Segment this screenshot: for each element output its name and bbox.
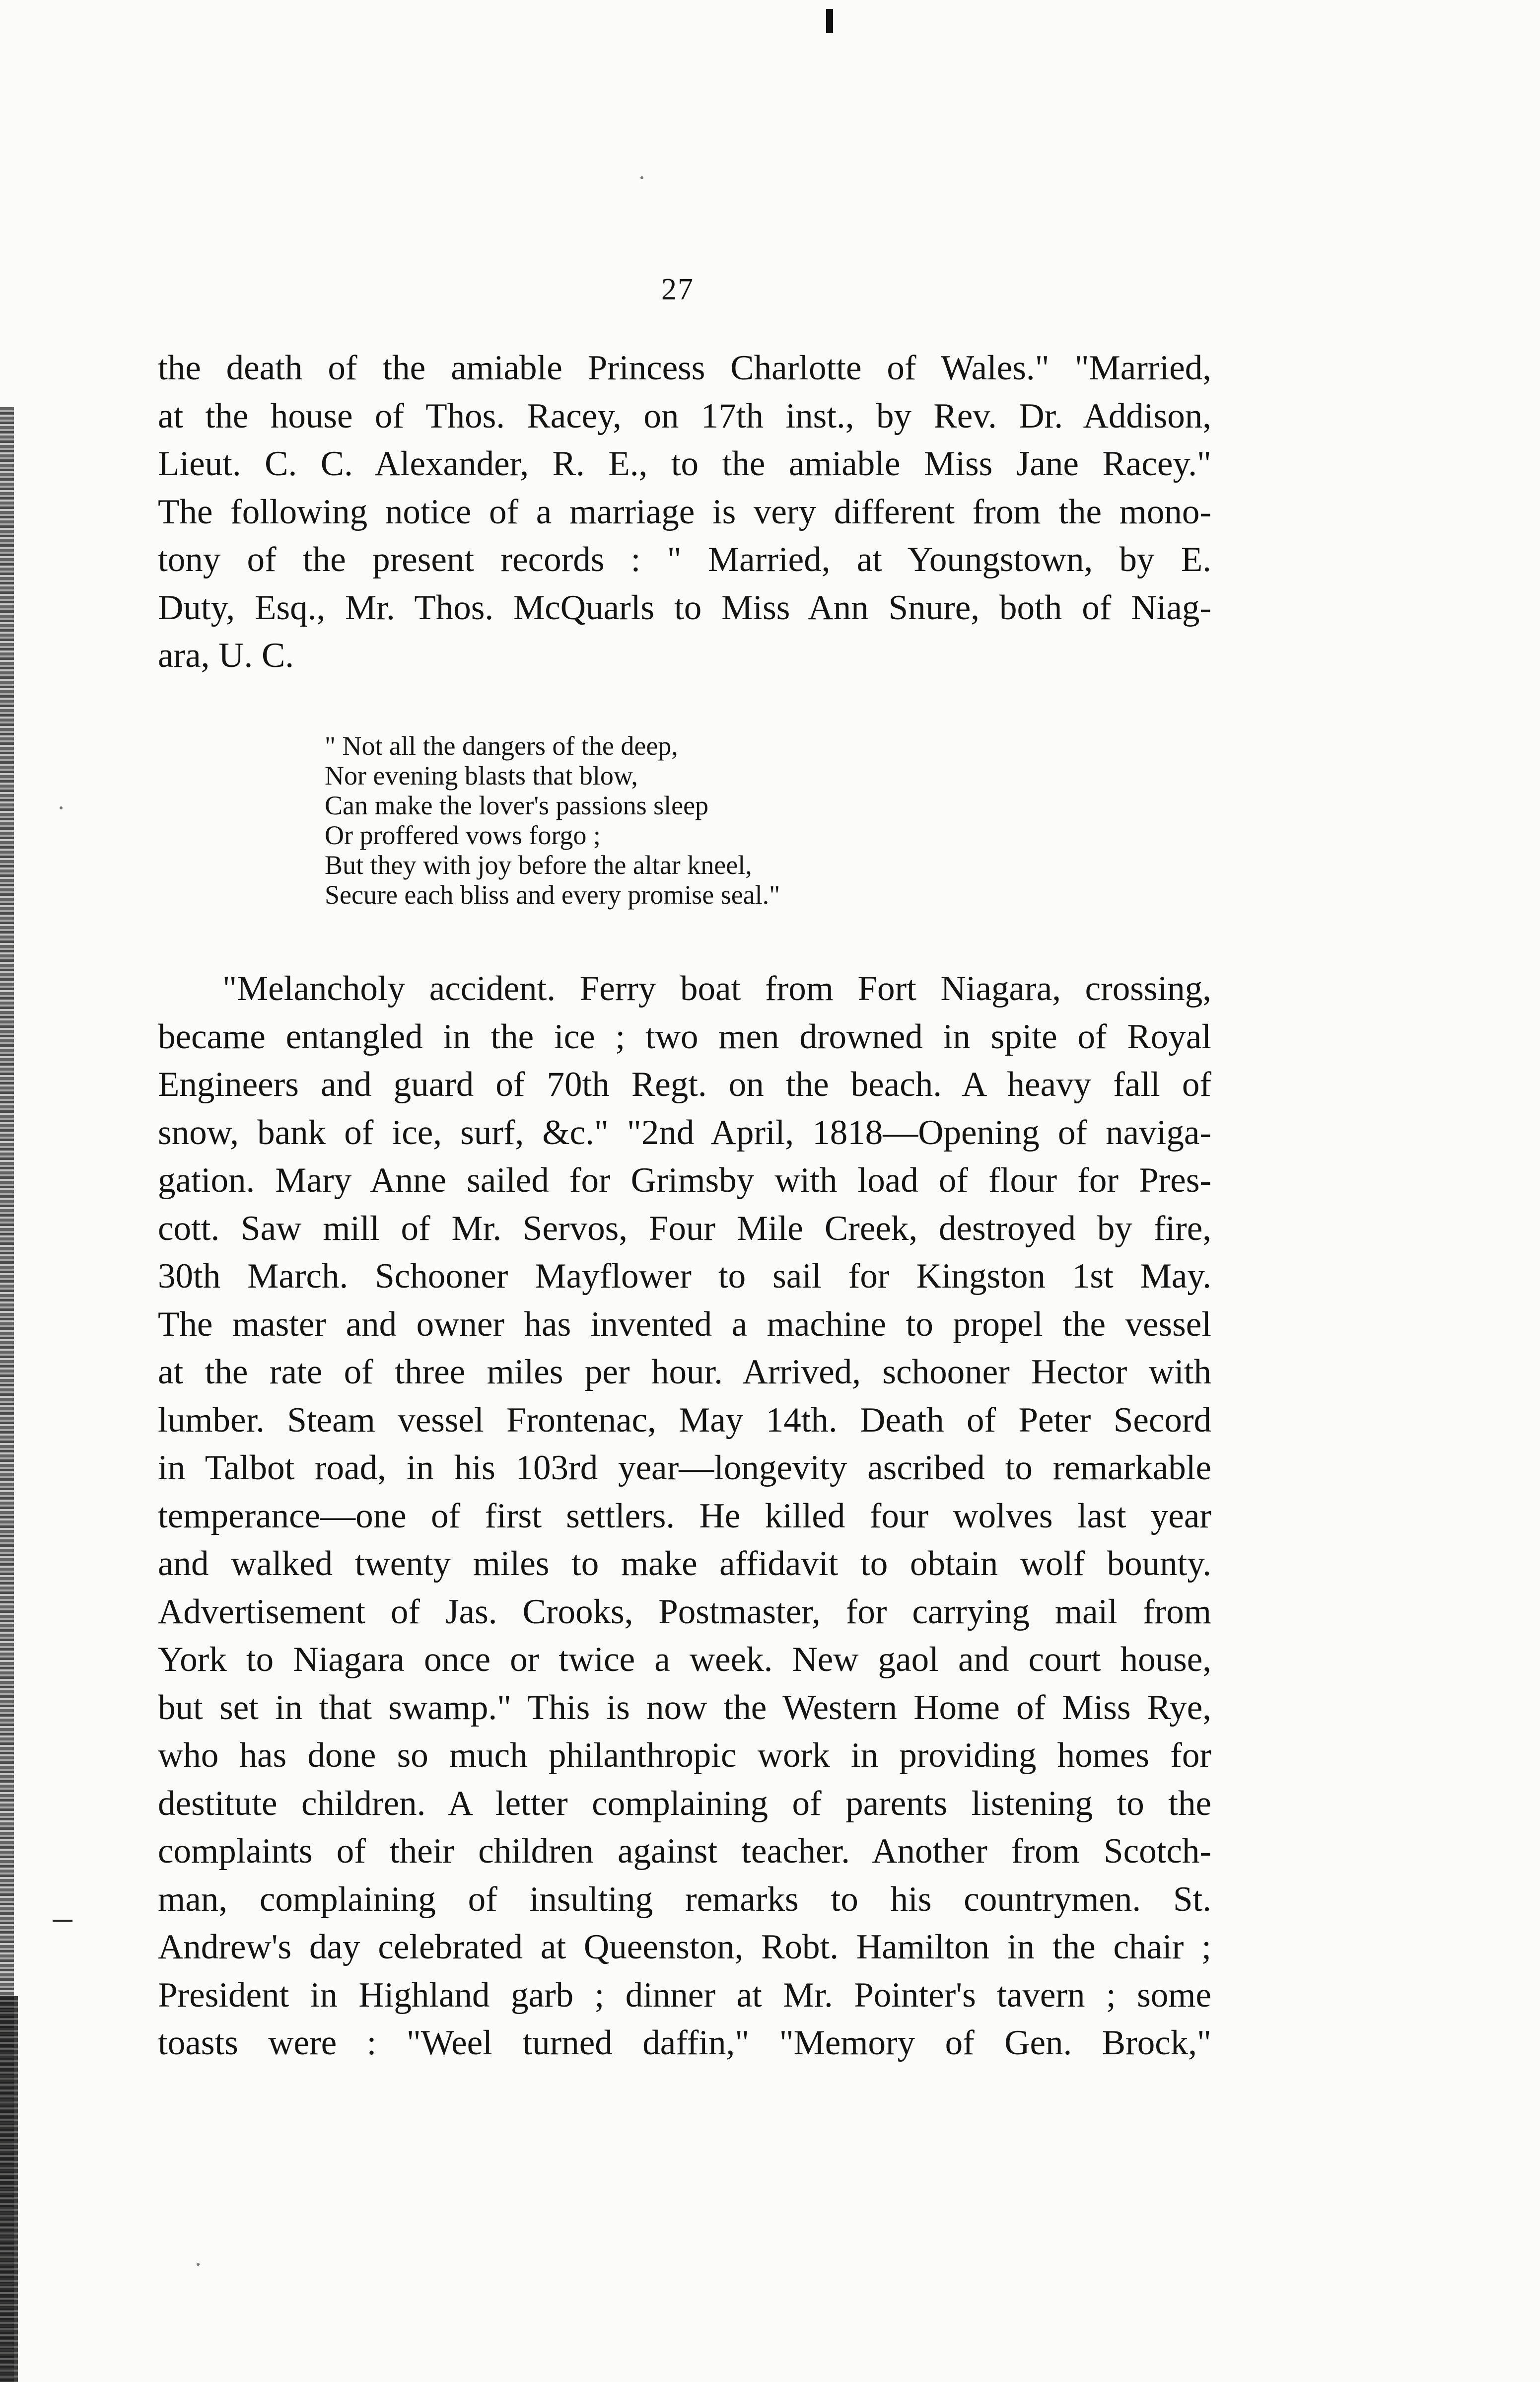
verse-quotation (325, 731, 970, 910)
verse-line: Or proffered vows forgo ; (325, 820, 601, 850)
text-line: and walked twenty miles to make affidavit to obtain wolf bounty. (158, 1544, 1211, 1583)
paper-speck (60, 806, 63, 809)
verse-line: Secure each bliss and every promise seal." (325, 880, 780, 910)
text-line: tony of the present records : " Married, at Youngstown, by E. (158, 540, 1211, 579)
paragraph-2 (158, 965, 1211, 2067)
margin-dash-mark (53, 1920, 72, 1922)
text-line: gation. Mary Anne sailed for Grimsby with load of flour for Pres- (158, 1161, 1211, 1200)
text-line: but set in that swamp." This is now the Western Home of Miss Rye, (158, 1688, 1211, 1727)
text-line: man, complaining of insulting remarks to his countrymen. St. (158, 1879, 1211, 1919)
paper-speck (640, 176, 643, 179)
text-line: Lieut. C. C. Alexander, R. E., to the amiable Miss Jane Racey." (158, 444, 1211, 483)
text-line: toasts were : "Weel turned daffin," "Memory of Gen. Brock," (158, 2023, 1211, 2062)
page-binding-edge-dark (0, 1996, 18, 2382)
text-line: President in Highland garb ; dinner at Mr. Pointer's tavern ; some (158, 1975, 1211, 2015)
text-line: temperance—one of first settlers. He killed four wolves last year (158, 1496, 1211, 1535)
text-line: York to Niagara once or twice a week. New gaol and court house, (158, 1640, 1211, 1679)
top-print-mark (826, 9, 833, 33)
verse-line: Nor evening blasts that blow, (325, 761, 638, 791)
text-line: at the rate of three miles per hour. Arrived, schooner Hector with (158, 1353, 1211, 1391)
text-line: in Talbot road, in his 103rd year—longevity ascribed to remarkable (158, 1448, 1211, 1487)
text-line: The following notice of a marriage is very different from the mono- (158, 492, 1211, 531)
page-number: 27 (661, 273, 694, 306)
text-line: Andrew's day celebrated at Queenston, Robt. Hamilton in the chair ; (158, 1928, 1211, 1966)
text-line: the death of the amiable Princess Charlotte of Wales." "Married, (158, 349, 1211, 387)
text-line: who has done so much philanthropic work in providing homes for (158, 1736, 1211, 1775)
text-line: complaints of their children against teacher. Another from Scotch- (158, 1832, 1211, 1871)
paper-speck (197, 2263, 200, 2266)
text-line: ara, U. C. (158, 636, 294, 675)
text-line: Duty, Esq., Mr. Thos. McQuarls to Miss Ann Snure, both of Niag- (158, 588, 1211, 627)
paragraph-1 (158, 344, 1211, 680)
text-line: cott. Saw mill of Mr. Servos, Four Mile Creek, destroyed by fire, (158, 1209, 1211, 1248)
verse-line: But they with joy before the altar kneel, (325, 850, 752, 880)
verse-line: " Not all the dangers of the deep, (325, 731, 678, 761)
text-line: The master and owner has invented a machine to propel the vessel (158, 1304, 1211, 1344)
text-line: "Melancholy accident. Ferry boat from Fort Niagara, crossing, (222, 969, 1211, 1008)
verse-line: Can make the lover's passions sleep (325, 791, 709, 820)
text-line: 30th March. Schooner Mayflower to sail for Kingston 1st May. (158, 1257, 1211, 1296)
text-line: destitute children. A letter complaining of parents listening to the (158, 1784, 1211, 1823)
text-line: lumber. Steam vessel Frontenac, May 14th. Death of Peter Secord (158, 1400, 1211, 1440)
text-line: at the house of Thos. Racey, on 17th inst., by Rev. Dr. Addison, (158, 396, 1211, 435)
text-line: Engineers and guard of 70th Regt. on the beach. A heavy fall of (158, 1065, 1211, 1104)
text-line: Advertisement of Jas. Crooks, Postmaster, for carrying mail from (158, 1592, 1211, 1631)
text-line: snow, bank of ice, surf, &c." "2nd April, 1818—Opening of naviga- (158, 1113, 1211, 1152)
text-line: became entangled in the ice ; two men drowned in spite of Royal (158, 1017, 1211, 1056)
